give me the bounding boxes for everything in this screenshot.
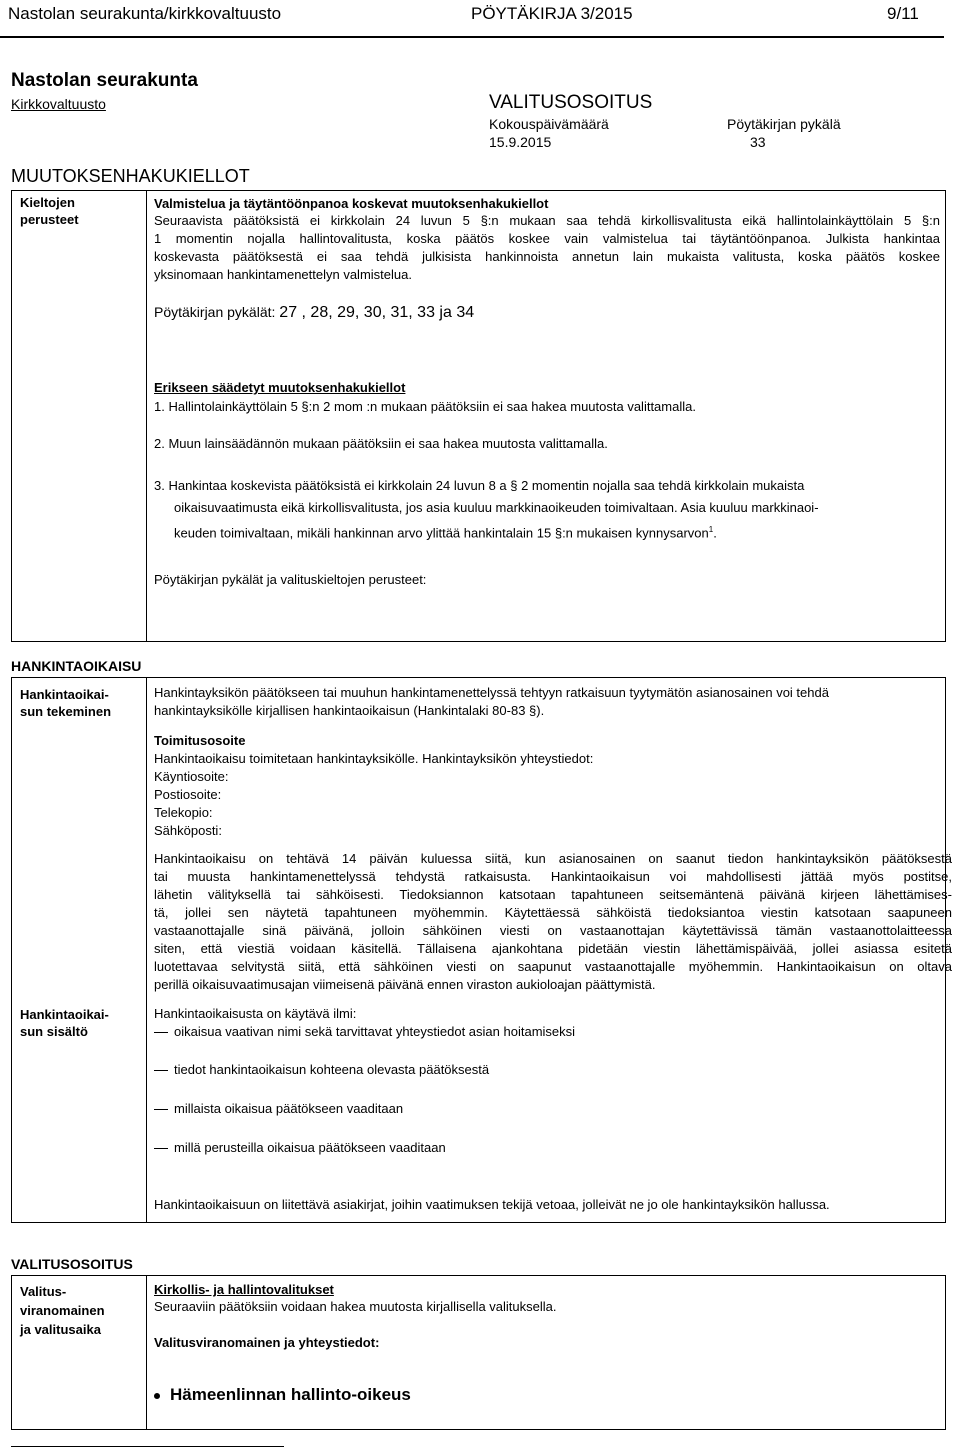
procurement-label-making: Hankintaoikai- sun tekeminen xyxy=(20,687,112,719)
prohibition-heading: MUUTOKSENHAKUKIELLOT xyxy=(11,166,250,186)
content-intro: Hankintaoikaisusta on käytävä ilmi: xyxy=(154,1006,357,1021)
doc-title: VALITUSOSOITUS xyxy=(489,92,653,113)
list-item: millä perusteilla oikaisua päätökseen vaaditaan xyxy=(154,1139,446,1157)
appeal-subheading: Kirkollis- ja hallintovalitukset xyxy=(154,1282,334,1297)
procurement-label-content: Hankintaoikai- sun sisältö xyxy=(20,1007,109,1039)
separate-heading: Erikseen säädetyt muutoksenhakukiellot xyxy=(154,380,406,395)
sections-line: Pöytäkirjan pykälät: 27 , 28, 29, 30, 31, 33 ja 34 xyxy=(154,304,475,321)
header-left: Nastolan seurakunta/kirkkovaltuusto xyxy=(8,4,282,23)
separate-item-2: 2. Muun lainsäädännön mukaan päätöksiin ei saa hakea muutosta valittamalla. xyxy=(154,436,608,451)
footnote-separator xyxy=(11,1446,284,1447)
separate-item-1: 1. Hallintolainkäyttölain 5 §:n 2 mom :n mukaan päätöksiin ei saa hakea muutosta valittamalla. xyxy=(154,399,696,414)
prohibition-label: Kieltojen perusteet xyxy=(20,195,79,227)
org-name: Nastolan seurakunta xyxy=(11,70,198,91)
column-divider xyxy=(146,678,147,1222)
date-label: Kokouspäivämäärä xyxy=(489,116,609,132)
section-label: Pöytäkirjan pykälä xyxy=(727,116,841,132)
list-item: tiedot hankintaoikaisun kohteena olevasta päätöksestä xyxy=(154,1061,489,1079)
delivery-details: Hankintaoikaisu toimitetaan hankintayksikölle. Hankintayksikön yhteystiedot: Käyntiosoite: Postiosoite: Telekopio: Sähköposti: xyxy=(154,751,594,838)
prohibition-box xyxy=(11,190,946,642)
column-divider xyxy=(146,191,147,641)
authority-heading: Valitusviranomainen ja yhteystiedot: xyxy=(154,1335,380,1350)
header-page-number: 9/11 xyxy=(887,4,919,23)
appeal-heading: VALITUSOSOITUS xyxy=(11,1256,133,1272)
appeal-label: Valitus- viranomainen ja valitusaika xyxy=(20,1284,105,1337)
procurement-intro: Hankintayksikön päätökseen tai muuhun hankintamenettelyssä tehtyyn ratkaisuun tyytymätön asianosainen voi tehdä hankintayksikölle kirjallisen hankintaoikaisun (Hankintalaki 80-83 §). xyxy=(154,685,829,718)
list-item: millaista oikaisua päätökseen vaaditaan xyxy=(154,1100,403,1118)
separate-item-3: 3. Hankintaa koskevista päätöksistä ei kirkkolain 24 luvun 8 a § 2 momentin nojalla saa tehdä kirkkolain mukaista oikaisuvaatimusta eikä kirkollisvalitusta, jos asia kuuluu markkinaoikeuden toimivaltaan. Asia kuuluu markkinaoi- keuden toimivaltaan, mikäli hankinnan arvo ylittää hankintalain 15 §:n mukaisen kynnysarvon$^1$. xyxy=(154,478,819,541)
dash-icon xyxy=(154,1032,168,1033)
delivery-heading: Toimitusosoite xyxy=(154,733,246,748)
dash-icon xyxy=(154,1148,168,1149)
sections-list: 27 , 28, 29, 30, 31, 33 ja 34 xyxy=(279,304,475,321)
appeal-box xyxy=(11,1275,946,1430)
deadline-paragraph: Hankintaoikaisu on tehtävä 14 päivän kuluessa siitä, kun asianosainen on saanut tiedon hankintayksikön päätöksestä tai muusta hankintamenettelyssä tehdystä ratkaisusta. Hankintaoikaisun voi mahdollisesti jättää myös postitse, lähetin välityksellä tai sähköisesti. Tiedoksiannon katsotaan tapahtuneen seitsemäntenä päivänä kirjeen lähettämises- tä, jollei sen näytetä tapahtuneen myöhemmin. Käytettäessä sähköistä tiedoksiantoa viestin katsotaan saapuneen vastaanottajalle sinä päivänä, jolloin sähköinen viesti on vastaanottajan käytettävissä tämän vastaanottolaitteessa siten, että viestiä voidaan käsitellä. Tällaisena ajankohtana pidetään viestin lähettämispäivää, jollei asiassa esitetä luotettavaa selvitystä siitä, että sähköinen viesti on saapunut vastaanottajalle myöhemmin. Hankintaoikaisun on oltava perillä oikaisuvaatimusajan viimeisenä päivänä ennen viraston aukioloajan päättymistä. xyxy=(154,851,952,992)
grounds-line: Pöytäkirjan pykälät ja valituskieltojen perusteet: xyxy=(154,572,427,587)
list-item: oikaisua vaativan nimi sekä tarvittavat yhteystiedot asian hoitamiseksi xyxy=(154,1023,575,1041)
header-rule xyxy=(0,36,944,38)
procurement-box xyxy=(11,677,952,1223)
date-value: 15.9.2015 xyxy=(489,134,552,150)
section-value: 33 xyxy=(750,134,766,150)
attachments-line: Hankintaoikaisuun on liitettävä asiakirjat, joihin vaatimuksen tekijä vetoaa, jolleivät ne jo ole hankintayksikön hallussa. xyxy=(154,1197,830,1212)
org-body: Kirkkovaltuusto xyxy=(11,96,106,112)
header-center: PÖYTÄKIRJA 3/2015 xyxy=(471,4,633,23)
column-divider xyxy=(146,1276,147,1429)
dash-icon xyxy=(154,1109,168,1110)
appeal-line: Seuraaviin päätöksiin voidaan hakea muutosta kirjallisella valituksella. xyxy=(154,1299,557,1314)
bullet-icon xyxy=(154,1393,160,1399)
authority-item: Hämeenlinnan hallinto-oikeus xyxy=(154,1386,411,1404)
dash-icon xyxy=(154,1070,168,1071)
footnote-ref: 1 xyxy=(708,525,714,534)
prohibition-paragraph: Seuraavista päätöksistä ei kirkkolain 24 luvun 5 §:n mukaan saa tehdä kirkollisvalitusta eikä hallintolainkäyttölain 5 §:n 1 momentin nojalla hallintovalitusta, koska päätös koskee vain valmistelua tai täytäntöönpanoa. Julkista hankintaa koskevasta päätöksestä ei saa tehdä julkisista hankinnoista annetun lain mukaista valitusta, koska päätös koskee yksinomaan hankintamenettelyn valmistelua. xyxy=(154,213,940,282)
prohibition-subheading: Valmistelua ja täytäntöönpanoa koskevat muutoksenhakukiellot xyxy=(154,196,549,211)
procurement-heading: HANKINTAOIKAISU xyxy=(11,658,142,674)
